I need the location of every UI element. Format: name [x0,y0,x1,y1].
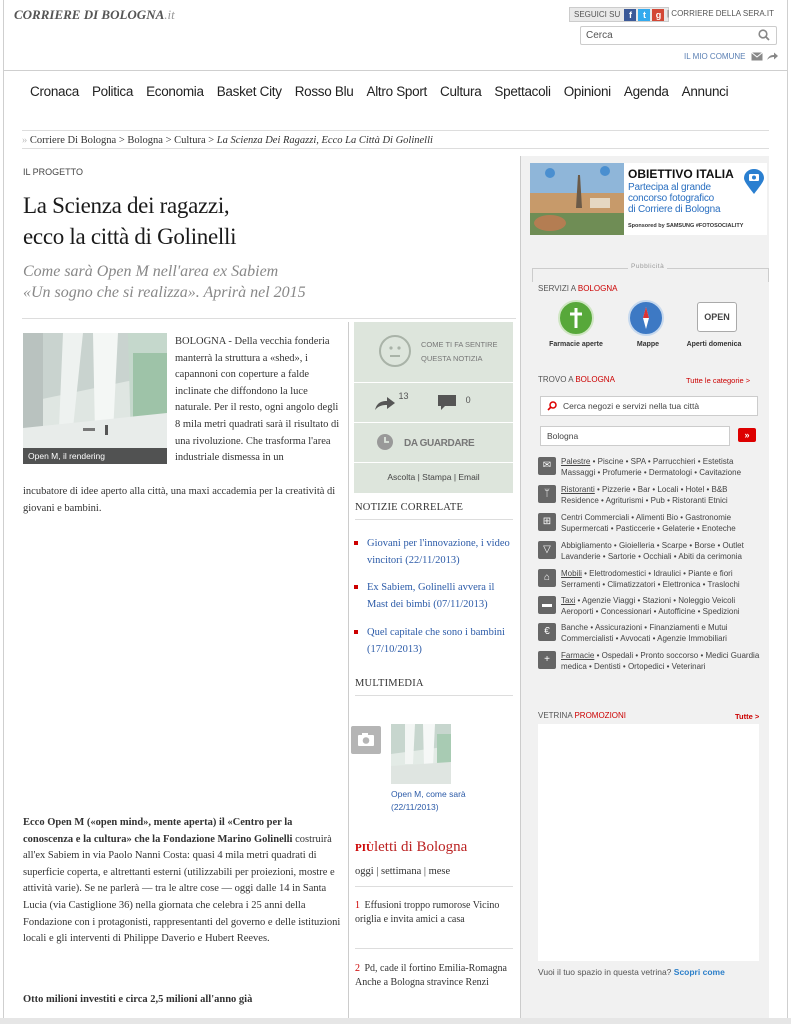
banner-sponsor: Sponsored by SAMSUNG #FOTOSOCIALITY [628,223,744,229]
multimedia-caption-date: (22/11/2013) [391,802,439,812]
banner-title: OBIETTIVO ITALIA [628,167,734,181]
title-line-1: La Scienza dei ragazzi, [23,193,230,218]
feel-sep-1 [354,382,513,383]
column-divider [348,322,349,1024]
vetrina-promozioni: PROMOZIONI [574,711,627,720]
category-text[interactable]: Centri Commerciali • Alimenti Bio • Gastronomie Supermercati • Pasticcerie • Gelaterie • Enoteche [561,513,736,533]
feel-line-2: QUESTA NOTIZIA [421,354,483,363]
clock-icon[interactable] [376,433,394,451]
related-link[interactable]: Quel capitale che sono i bambini (17/10/2013) [367,627,505,655]
shirt-icon: ▽ [538,541,556,559]
breadcrumb [22,135,433,146]
category-clothing[interactable] [538,541,763,562]
category-text[interactable]: Banche • Assicurazioni • Finanziamenti e Mutui Commercialisti • Avvocati • Agenzie Immobiliari [561,623,728,643]
ascolta-link[interactable]: Ascolta [387,472,416,482]
article-title [23,190,333,252]
feel-sep-2 [354,422,513,423]
nav-economia[interactable]: Economia [146,84,204,99]
servizi-city: BOLOGNA [577,284,618,293]
house-icon: ⌂ [538,569,556,587]
mio-comune-label: IL MIO COMUNE [684,52,746,61]
category-link[interactable]: Taxi [561,596,576,605]
nav-rosso-blu[interactable]: Rosso Blu [294,84,354,99]
ad-label: Pubblicità [628,263,667,270]
social-follow [569,7,669,22]
nav-annunci[interactable]: Annunci [681,84,729,99]
header-divider [3,70,788,71]
most-read-item[interactable] [355,899,515,926]
envelope-icon: ✉ [538,457,556,475]
category-shopping[interactable] [538,513,763,534]
pharmacy-icon[interactable] [558,300,594,336]
article-paragraph-1-cont: incubatore di idee aperto alla città, una maxi accademia per la creatività di giovani e bambini. [23,486,336,514]
category-health[interactable] [538,651,763,672]
site-logo[interactable] [14,7,175,23]
comment-count: 0 [465,395,471,406]
most-read-divider [355,948,513,949]
share-row [374,391,471,412]
category-text[interactable]: • Elettrodomestici • Idraulici • Piante e fiori Serramenti • Climatizzatori • Elettronica • Traslochi [561,569,740,589]
service-farmacie[interactable]: Farmacie aperte [549,341,603,348]
cart-icon: ⊞ [538,513,556,531]
paragraph-2-text: costruirà all'ex Sabiem in via Paolo Nanni Costa: quasi 4 mila metri quadrati di superficie coperta, e altrettanti esterni (utilizzabili per proiezioni, mostre e attività varie). Se ne parlerà — tra le altre cose — oggi dalle 14 in Santa Lucia (via Castiglione 36) nella giornata che celebra i 25 anni della Fondazione con i protagonisti, rappresentanti del governo e delle istituzioni locali e gli interventi di Philippe Daverio e Hubert Reeves. [23,833,341,945]
car-icon: ▬ [538,596,556,614]
multimedia-thumbnail[interactable] [391,724,451,784]
twitter-icon[interactable]: t [638,9,650,21]
feel-sep-3 [354,462,513,463]
search-icon [547,401,557,411]
service-aperti-domenica[interactable]: Aperti domenica [686,341,742,348]
piuletti-title: letti di Bologna [373,839,468,855]
category-link[interactable]: Ristoranti [561,485,595,494]
corriere-sera-link[interactable]: | CORRIERE DELLA SERA.IT [667,9,774,18]
stampa-link[interactable]: Stampa [422,472,452,482]
share-arrow-icon[interactable] [374,395,396,411]
banner-line-2: concorso fotografico [628,193,715,204]
google-plus-icon[interactable]: g [652,9,664,21]
seguici-label: SEGUICI SU [574,10,621,19]
trovo-label: TROVO A [538,375,576,384]
open-sign-text: OPEN [704,312,730,322]
mio-comune-link[interactable] [684,52,778,61]
related-divider [355,519,513,520]
photo-caption: Open M, il rendering [23,448,167,464]
face-icon[interactable] [379,335,411,367]
rank-number: 1 [355,900,360,911]
article-paragraph-2 [23,815,341,948]
feel-widget [354,322,513,493]
banner-line-3: di Corriere di Bologna [628,204,721,215]
email-link[interactable]: Email [458,472,480,482]
facebook-icon[interactable]: f [624,9,636,21]
servizi-label: SERVIZI A [538,284,578,293]
category-fitness[interactable] [538,457,763,478]
breadcrumb-divider [22,148,769,149]
nav-agenda[interactable]: Agenda [623,84,669,99]
related-link[interactable]: Ex Sabiem, Golinelli avvera il Mast dei bimbi (07/11/2013) [367,582,495,610]
vetrina-all-link[interactable]: Tutte > [735,712,760,721]
search-placeholder: Cerca [586,30,613,41]
da-guardare-button[interactable]: DA GUARDARE [404,438,475,449]
obiettivo-italia-banner[interactable] [530,163,767,235]
bullet-icon [354,585,358,589]
go-button[interactable]: » [738,428,756,442]
vetrina-question: Vuoi il tuo spazio in questa vetrina? [538,967,674,977]
share-count: 13 [398,391,409,402]
article-kicker: IL PROGETTO [23,167,84,177]
nav-politica[interactable]: Politica [91,84,134,99]
category-text[interactable]: Abbigliamento • Gioielleria • Scarpe • Borse • Outlet Lavanderie • Sartorie • Occhiali • Abiti da cerimonia [561,541,744,561]
camera-icon[interactable] [351,726,381,754]
banner-text [628,182,720,215]
related-item[interactable] [354,535,514,569]
vetrina-box [538,724,759,961]
local-search-placeholder: Cerca negozi e servizi nella tua città [563,401,700,411]
breadcrumb-sep: > [118,135,125,146]
nav-divider [22,130,769,131]
main-nav [30,84,741,99]
banner-photo [530,163,624,235]
vetrina-cta [538,967,725,977]
category-link[interactable]: Farmacie [561,651,595,660]
feel-line-1: COME TI FA SENTIRE [421,340,498,349]
nav-spettacoli[interactable]: Spettacoli [494,84,551,99]
medical-cross-icon: + [538,651,556,669]
piuletti-divider [355,886,513,887]
mail-icon[interactable] [751,52,763,61]
most-read-title[interactable]: Effusioni troppo rumorose Vicino origlia e invita amici a casa [355,900,500,925]
title-line-2: ecco la città di Golinelli [23,224,237,249]
ad-slot [532,263,769,282]
scopri-come-link[interactable]: Scopri come [673,967,725,977]
category-finance[interactable] [538,623,763,644]
multimedia-divider [355,695,513,696]
euro-icon: € [538,623,556,641]
related-item[interactable] [354,624,514,658]
service-mappe[interactable]: Mappe [636,341,660,348]
subtitle-line-1: Come sarà Open M nell'area ex Sabiem [23,263,279,280]
subtitle-line-2: «Un sogno che si realizza». Aprirà nel 2015 [23,284,306,301]
open-sign-icon[interactable] [697,302,737,332]
local-search-input[interactable] [540,396,758,416]
article-paragraph-1: BOLOGNA - Della vecchia fonderia manterrà la struttura a «shed», i capannoni con coperture a falde inclinate che diffondono la luce naturale. Per il resto, ogni angolo degli 8 mila metri quadrati sarà il risultato di una rivoluzione. Che trasforma l'area industriale dismessa in un [175,336,340,464]
nav-opinioni[interactable]: Opinioni [563,84,611,99]
rank-number: 2 [355,963,360,974]
breadcrumb-home[interactable]: Corriere Di Bologna [29,135,117,146]
piuletti-heading [355,839,467,856]
category-link[interactable]: Palestre [561,457,591,466]
tools-row: Ascolta | Stampa | Email [387,472,480,482]
trovo-heading [538,375,615,384]
vetrina-label: VETRINA [538,711,575,720]
banner-line-1: Partecipa al grande [628,182,711,193]
all-categories-link[interactable]: Tutte le categorie > [686,376,751,385]
article-photo[interactable] [23,333,167,464]
bottom-bar [0,1018,791,1024]
nav-cultura[interactable]: Cultura [440,84,482,99]
category-link[interactable]: Mobili [561,569,582,578]
article-subtitle [23,261,363,303]
bullet-icon [354,630,358,634]
related-item[interactable] [354,579,514,613]
related-link[interactable]: Giovani per l'innovazione, i video vincitori (22/11/2013) [367,538,510,566]
category-food[interactable] [538,485,763,506]
breadcrumb-bologna[interactable]: Bologna [127,135,163,146]
piuletti-tabs[interactable]: oggi | settimana | mese [355,866,451,877]
share-icon[interactable] [767,52,778,61]
related-heading: NOTIZIE CORRELATE [355,502,464,513]
logo-suffix: .it [164,7,175,22]
paragraph-2-lead: Ecco Open M («open mind», mente aperta) il «Centro per la conoscenza e la cultura» che la Fondazione Marino Golinelli [23,817,293,845]
breadcrumb-current: La Scienza Dei Ragazzi, Ecco La Città Di Golinelli [216,135,433,146]
feel-prompt [421,338,498,366]
comment-icon[interactable] [437,394,457,412]
category-text[interactable]: • Agenzie Viaggi • Stazioni • Noleggio Veicoli Aeroporti • Concessionari • Autofficine • Spedizioni [561,596,740,616]
breadcrumb-chevron-icon: » [22,135,28,146]
compass-icon[interactable] [628,300,664,336]
vetrina-heading [538,711,626,720]
category-travel[interactable] [538,596,763,617]
search-input[interactable] [580,26,777,45]
fork-knife-icon: ᛘ [538,485,556,503]
bullet-icon [354,541,358,545]
nav-altro-sport[interactable]: Altro Sport [366,84,427,99]
nav-cronaca[interactable]: Cronaca [30,84,79,99]
map-pin-icon [743,169,765,195]
most-read-title[interactable]: Pd, cade il fortino Emilia-Romagna Anche a Bologna stravince Renzi [355,963,507,988]
piu-label: PIÙ [355,842,374,854]
most-read-item[interactable] [355,962,515,989]
multimedia-caption-title: Open M, come sarà [391,789,466,799]
search-icon[interactable] [758,29,770,41]
logo-text: CORRIERE DI BOLOGNA [14,7,165,22]
servizi-heading [538,284,617,293]
category-text[interactable]: • Pizzerie • Bar • Locali • Hotel • B&B Residence • Agriturismi • Pub • Ristoranti Etnici [561,485,728,505]
multimedia-heading: MULTIMEDIA [355,678,424,689]
article-paragraph-3: Otto milioni investiti e circa 2,5 milioni all'anno già [23,994,253,1005]
nav-basket-city[interactable]: Basket City [216,84,282,99]
multimedia-caption[interactable] [391,788,466,814]
category-home[interactable] [538,569,763,590]
breadcrumb-sep: > [208,135,215,146]
category-text[interactable]: • Piscine • SPA • Parrucchieri • Estetista Massaggi • Profumerie • Dermatologi • Cavitazione [561,457,742,477]
breadcrumb-cultura[interactable]: Cultura [174,135,206,146]
breadcrumb-sep: > [165,135,172,146]
city-value: Bologna [547,431,579,441]
city-input[interactable] [540,426,730,446]
article-divider [22,318,516,319]
trovo-city: BOLOGNA [575,375,615,384]
rendering-image [23,333,167,464]
category-text[interactable]: • Ospedali • Pronto soccorso • Medici Guardia medica • Dentisti • Ortopedici • Veterinari [561,651,760,671]
